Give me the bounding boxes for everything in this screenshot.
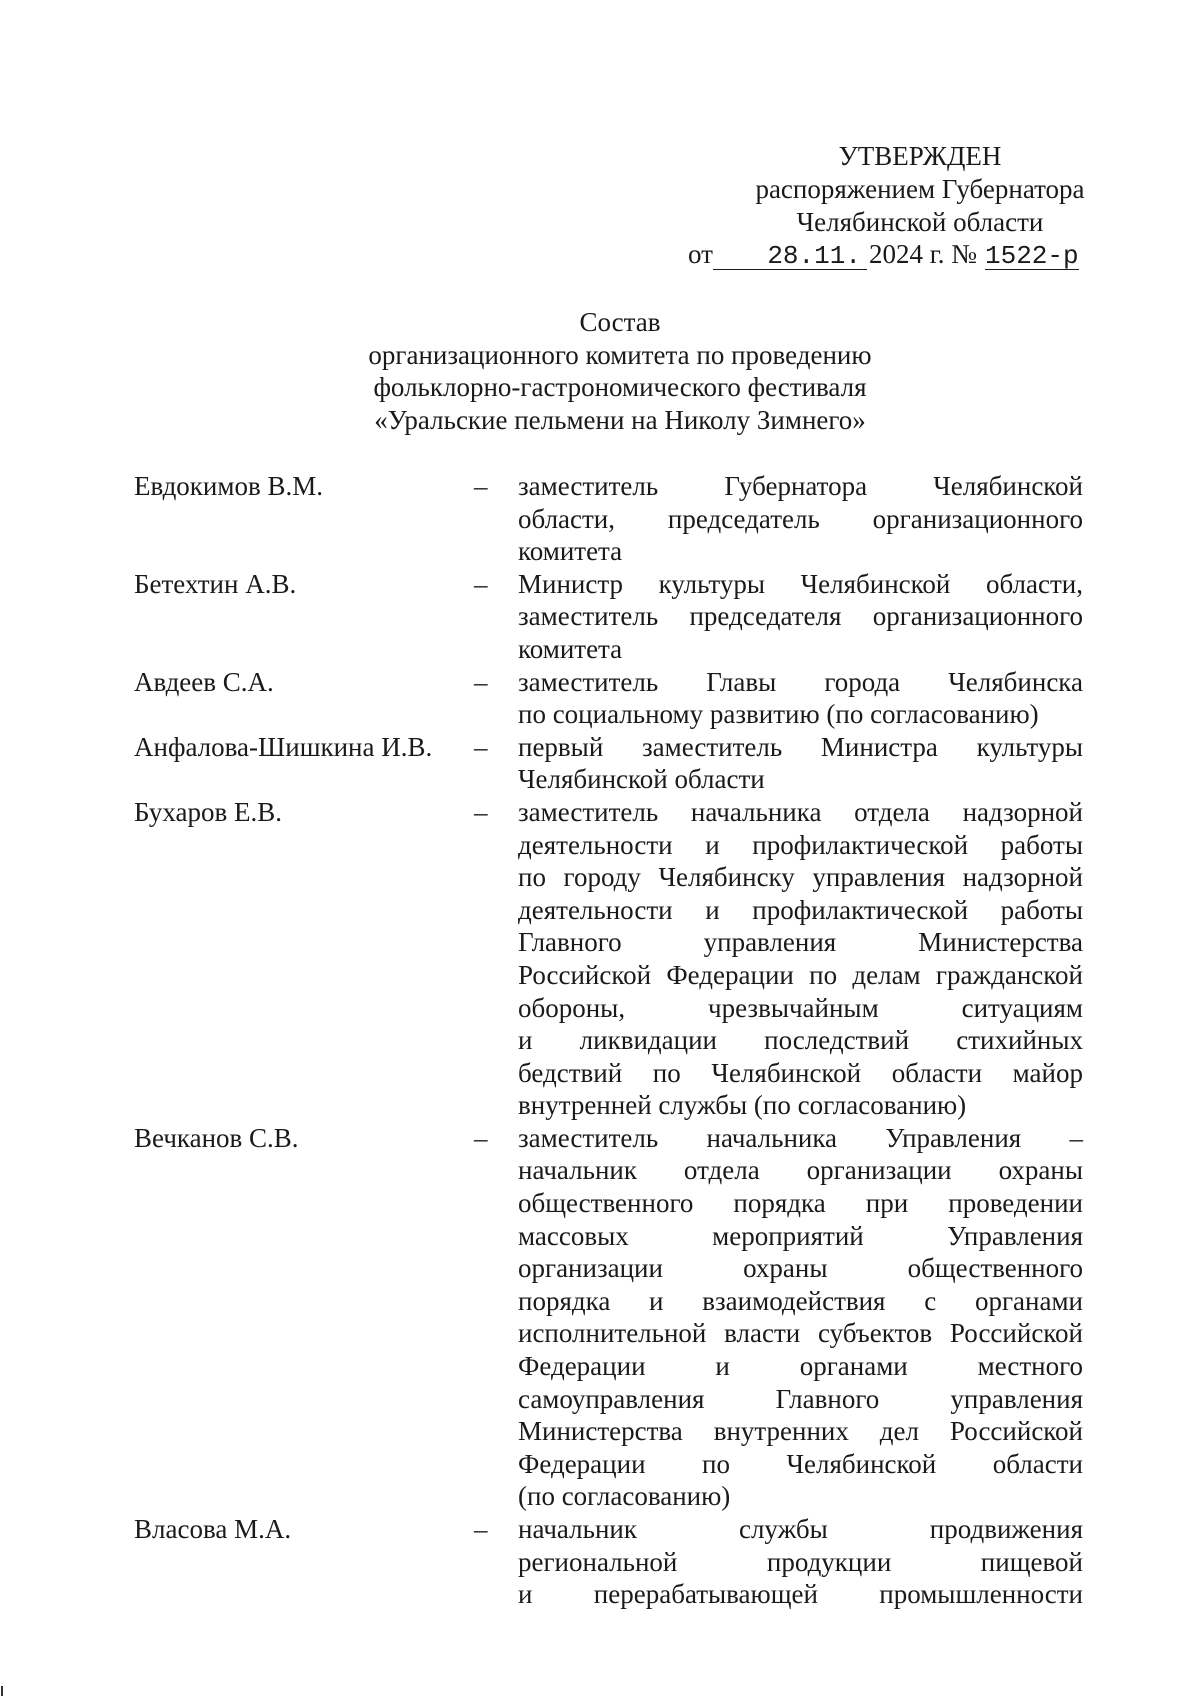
member-position (518, 1122, 1083, 1513)
position-line-text: общественного порядка при проведении (518, 1188, 1083, 1219)
member-dash: – (474, 666, 488, 697)
member-dash: – (474, 1122, 488, 1153)
position-line (518, 829, 1083, 862)
position-line (518, 796, 1083, 829)
position-line (518, 1480, 1083, 1513)
member-name: Авдеев С.А. (134, 666, 274, 697)
position-line-text: заместитель председателя организационного (518, 601, 1083, 632)
member-row (0, 1513, 1200, 1611)
date-prefix: от (688, 239, 713, 269)
member-row (0, 666, 1200, 731)
position-line-text: организации охраны общественного (518, 1253, 1083, 1284)
position-line (518, 1578, 1083, 1611)
member-name: Евдокимов В.М. (134, 471, 323, 501)
position-line-text: начальник службы продвижения (518, 1514, 1083, 1544)
document-title (300, 306, 940, 436)
date-field (713, 241, 867, 270)
member-name: Анфалова-Шишкина И.В. (134, 731, 433, 762)
position-line-text: Российской Федерации по делам гражданской (518, 959, 1083, 990)
position-line-text: по городу Челябинску управления надзорной (518, 862, 1083, 893)
title-line-2: организационного комитета по проведению (368, 339, 872, 370)
position-line (518, 1546, 1083, 1579)
position-line (518, 698, 1083, 731)
member-row (0, 1122, 1200, 1513)
position-line (518, 894, 1083, 927)
position-line (518, 503, 1083, 536)
approval-authority: распоряжением Губернатора (755, 174, 1085, 204)
position-line-text: заместитель Главы города Челябинска (518, 666, 1083, 697)
position-line (518, 731, 1083, 764)
position-line (518, 470, 1083, 503)
date-value: 28.11. (767, 241, 861, 271)
position-line-text: заместитель начальника Управления – (518, 1122, 1083, 1153)
position-line-text: бедствий по Челябинской области майор (518, 1057, 1083, 1088)
member-position (518, 470, 1083, 568)
position-line (518, 1350, 1083, 1383)
position-line (518, 1415, 1083, 1448)
position-line-text: внутренней службы (по согласованию) (518, 1090, 967, 1121)
approval-heading: УТВЕРЖДЕН (838, 141, 1002, 171)
member-position (518, 796, 1083, 1122)
position-line-text: начальник отдела организации охраны (518, 1155, 1083, 1186)
position-line-text: (по согласованию) (518, 1481, 731, 1512)
member-position (518, 666, 1083, 731)
member-row (0, 731, 1200, 796)
position-line-text: деятельности и профилактической работы (518, 829, 1083, 860)
position-line-text: Главного управления Министерства (518, 927, 1083, 958)
approval-region: Челябинской области (796, 207, 1044, 237)
position-line (518, 1187, 1083, 1220)
member-name: Власова М.А. (134, 1514, 292, 1544)
position-line-text: заместитель начальника отдела надзорной (518, 796, 1083, 827)
position-line-text: обороны, чрезвычайным ситуациям (518, 992, 1083, 1023)
position-line-text: Федерации по Челябинской области (518, 1448, 1083, 1479)
position-line-text: региональной продукции пищевой (518, 1546, 1083, 1577)
member-position (518, 568, 1083, 666)
scan-margin-mark (1, 1686, 3, 1696)
position-line-text: Федерации и органами местного (518, 1351, 1083, 1382)
position-line-text: и ликвидации последствий стихийных (518, 1025, 1083, 1056)
position-line-text: Челябинской области (518, 764, 765, 795)
position-line-text: самоуправления Главного управления (518, 1383, 1083, 1414)
position-line (518, 1285, 1083, 1318)
position-line (518, 666, 1083, 699)
approval-date-row (688, 238, 1079, 271)
position-line-text: и перерабатывающей промышленности (518, 1579, 1083, 1610)
member-row (0, 796, 1200, 1122)
member-position (518, 731, 1083, 796)
position-line (518, 1154, 1083, 1187)
number-field (985, 241, 1079, 270)
position-line (518, 926, 1083, 959)
document-number: 1522-р (985, 241, 1079, 271)
position-line (518, 568, 1083, 601)
position-line-text: области, председатель организационного (518, 503, 1083, 534)
title-line-1: Состав (579, 307, 661, 337)
member-name: Вечканов С.В. (134, 1122, 299, 1153)
title-line-4: «Уральские пельмени на Николу Зимнего» (374, 404, 866, 435)
member-dash: – (474, 568, 488, 599)
position-line-text: заместитель Губернатора Челябинской (518, 471, 1083, 501)
member-position (518, 1513, 1083, 1611)
position-line-text: Министр культуры Челябинской области, (518, 568, 1083, 599)
position-line (518, 959, 1083, 992)
position-line-text: комитета (518, 536, 623, 567)
position-line (518, 535, 1083, 568)
position-line-text: исполнительной власти субъектов Российской (518, 1318, 1083, 1349)
position-line-text: порядка и взаимодействия с органами (518, 1285, 1083, 1316)
position-line-text: по социальному развитию (по согласованию) (518, 699, 1039, 730)
approval-block (700, 140, 1140, 239)
member-row (0, 568, 1200, 666)
position-line (518, 1089, 1083, 1122)
position-line (518, 1383, 1083, 1416)
position-line (518, 1252, 1083, 1285)
date-year: 2024 г. № (868, 239, 977, 269)
position-line (518, 1024, 1083, 1057)
position-line (518, 633, 1083, 666)
position-line (518, 763, 1083, 796)
position-line (518, 1057, 1083, 1090)
member-dash: – (474, 796, 488, 827)
position-line-text: первый заместитель Министра культуры (518, 731, 1083, 762)
position-line (518, 1448, 1083, 1481)
member-row (0, 470, 1200, 568)
position-line-text: массовых мероприятий Управления (518, 1220, 1083, 1251)
position-line (518, 861, 1083, 894)
member-name: Бухаров Е.В. (134, 796, 282, 827)
position-line (518, 1122, 1083, 1155)
position-line (518, 1513, 1083, 1546)
member-dash: – (474, 1514, 488, 1544)
member-dash: – (474, 731, 488, 762)
title-line-3: фольклорно-гастрономического фестиваля (373, 372, 867, 403)
members-list (0, 470, 1200, 1611)
position-line (518, 600, 1083, 633)
position-line (518, 1317, 1083, 1350)
position-line-text: Министерства внутренних дел Российской (518, 1416, 1083, 1447)
member-name: Бетехтин А.В. (134, 568, 297, 599)
position-line (518, 1220, 1083, 1253)
position-line-text: комитета (518, 633, 623, 664)
position-line (518, 992, 1083, 1025)
member-dash: – (474, 471, 488, 501)
position-line-text: деятельности и профилактической работы (518, 894, 1083, 925)
